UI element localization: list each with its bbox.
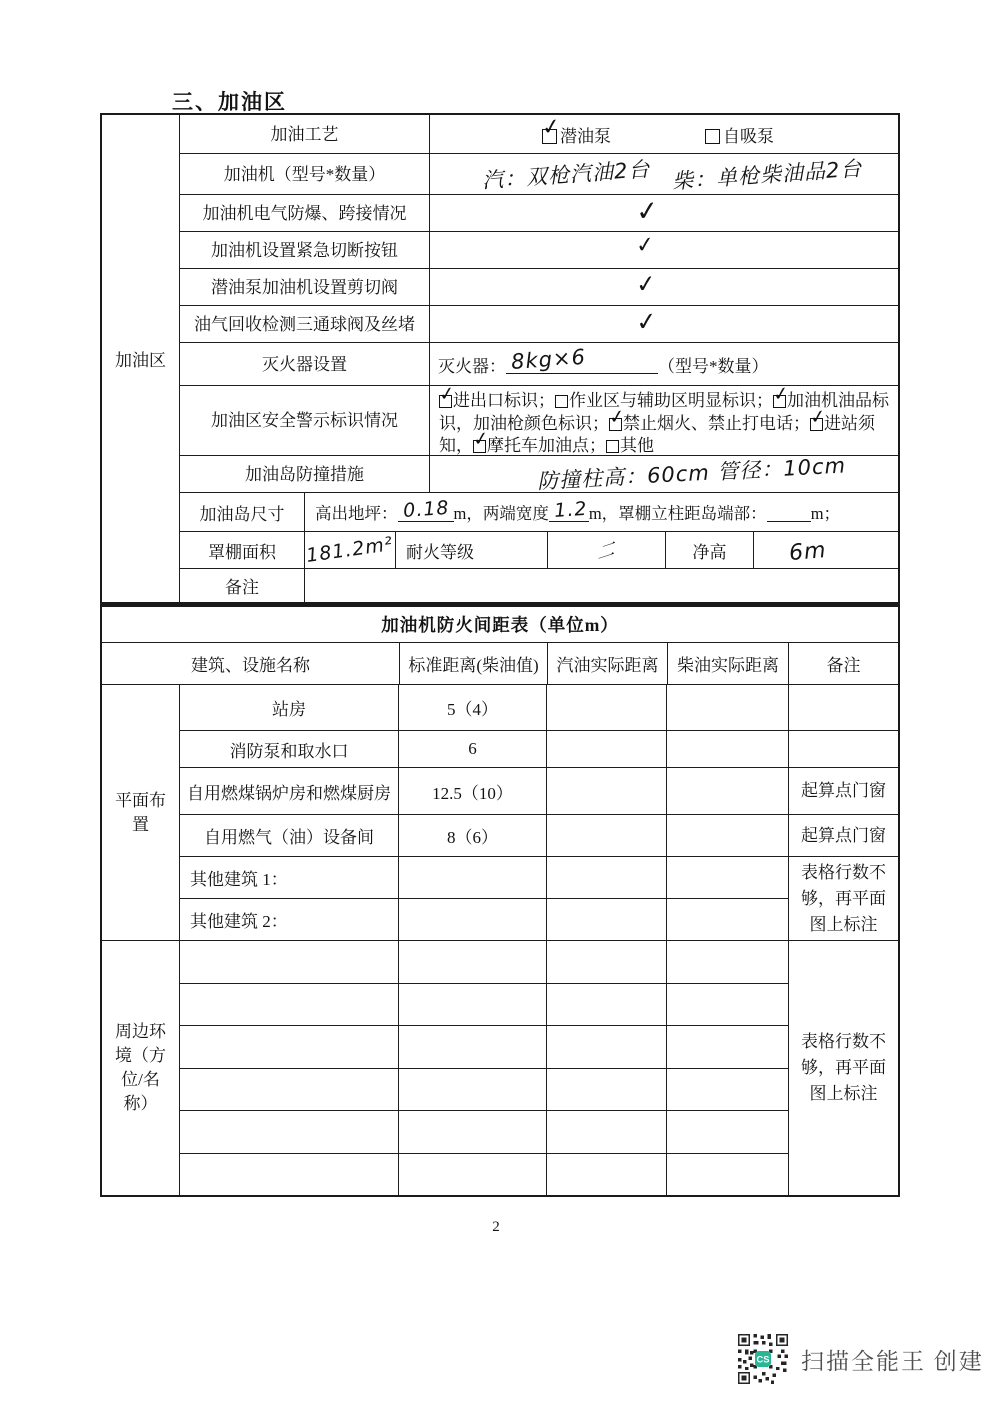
qr-code-icon: [738, 1334, 788, 1384]
fill-in-blank: [506, 344, 658, 374]
empty-cell: [547, 1154, 667, 1196]
scanner-watermark-text: 扫描全能王 创建: [801, 1348, 984, 1374]
gasoline-distance: [547, 768, 667, 814]
empty-cell: [399, 941, 547, 983]
empty-cell: [667, 1069, 788, 1111]
fueling-area-table: [100, 113, 900, 604]
canopy-area-value: [305, 532, 396, 568]
other-buildings-block: [180, 857, 898, 940]
island-seg: m；: [810, 504, 841, 523]
empty-row: [180, 1026, 788, 1069]
option-submersible-pump: [540, 113, 611, 147]
diesel-distance: [667, 899, 788, 940]
plan-layout-group-label: 平面布置: [102, 685, 180, 940]
row-canopy: [180, 532, 898, 569]
row-label: 加油机电气防爆、跨接情况: [180, 195, 430, 231]
fill-in-blank-empty: [767, 503, 811, 522]
header-name: 建筑、设施名称: [102, 643, 400, 684]
extinguisher-prefix: 灭火器：: [438, 356, 506, 376]
row-remark: [180, 569, 898, 602]
empty-cell: [180, 984, 399, 1026]
table-row-other-building-1: [180, 857, 788, 899]
row-anti-collision: [180, 453, 898, 494]
row-note: [788, 731, 898, 767]
fire-spacing-table: [100, 604, 900, 1197]
row-island-size: [180, 493, 898, 532]
empty-cell: [547, 984, 667, 1026]
row-safety-signs: [180, 381, 898, 456]
safety-signs-checklist: [430, 381, 898, 455]
standard-distance: 8（6）: [399, 815, 547, 856]
camscanner-logo-text: CS: [756, 1354, 770, 1365]
handwritten-tick: ✓: [437, 381, 458, 407]
standard-distance: 5（4）: [399, 685, 547, 730]
handwritten-width: 1.2: [553, 497, 588, 522]
empty-cell: [399, 984, 547, 1026]
extinguisher-suffix: （型号*数量）: [658, 356, 769, 376]
fueling-area-row-group-label: 加油区: [102, 115, 180, 602]
gasoline-distance: [547, 857, 667, 898]
handwritten-anti-collision: 防撞柱高：60cm 管径：10cm: [537, 453, 847, 494]
empty-cell: [180, 1069, 399, 1111]
handwritten-tick: ✓: [808, 404, 829, 429]
spacing-table-header: [102, 643, 898, 685]
empty-row: [180, 1069, 788, 1112]
row-dispenser-model: [180, 154, 898, 195]
empty-row: [180, 1111, 788, 1154]
fueling-area-rows: [180, 115, 898, 602]
page-number: 2: [492, 1219, 500, 1235]
checkbox-checked: [771, 381, 792, 408]
empty-cell: [399, 1111, 547, 1153]
row-electrical-explosion-proof: [180, 195, 898, 232]
standard-distance: 6: [399, 731, 547, 767]
surroundings-group-label: 周边环境（方位/名称）: [102, 941, 180, 1195]
row-label: 潜油泵加油机设置剪切阀: [180, 269, 430, 305]
facility-name: 自用燃气（油）设备间: [180, 815, 399, 856]
empty-cell: [547, 1069, 667, 1111]
gasoline-distance: [547, 815, 667, 856]
facility-name: 消防泵和取水口: [180, 731, 399, 767]
empty-cell: [547, 1026, 667, 1068]
diesel-distance: [667, 731, 788, 767]
checkbox-checked: [471, 426, 492, 453]
table-row-coal-boiler: [180, 768, 898, 815]
handwritten-canopy-area: 181.2m²: [305, 533, 395, 567]
handwritten-tick: ✓: [607, 404, 628, 429]
checkbox-checked: [437, 381, 458, 408]
empty-cell: [399, 1026, 547, 1068]
safety-item-label: 加油机油品标识，加油枪颜色标识；: [439, 391, 889, 433]
fill-in-blank: [549, 497, 589, 522]
checkbox-unchecked: [555, 395, 568, 408]
gasoline-distance: [547, 731, 667, 767]
handwritten-tick: ✓: [771, 381, 792, 407]
row-label: 加油岛防撞措施: [180, 456, 430, 492]
checkbox-unchecked: [705, 129, 720, 144]
handwritten-height: 0.18: [401, 496, 450, 522]
diesel-distance: [667, 815, 788, 856]
empty-cell: [180, 1154, 399, 1196]
island-seg: m，罩棚立柱距岛端部：: [588, 504, 767, 523]
empty-cell: [667, 1111, 788, 1153]
empty-cell: [399, 1154, 547, 1196]
empty-cell: [667, 941, 788, 983]
table-row-fire-pump: [180, 731, 898, 768]
table-row-gas-oil-equipment: [180, 815, 898, 857]
fire-rating-value: [548, 532, 666, 568]
facility-name: 自用燃煤锅炉房和燃煤厨房: [180, 768, 399, 814]
dispenser-handwritten-values: [430, 154, 898, 194]
table-row-other-building-2: [180, 899, 788, 940]
handwritten-extinguisher-spec: 8kg×6: [510, 344, 587, 374]
option-label: 潜油泵: [560, 126, 611, 146]
checkbox-unchecked: [606, 440, 619, 453]
diesel-distance: [667, 768, 788, 814]
checkbox-checked: [808, 404, 829, 431]
safety-item-label: 摩托车加油点；: [487, 436, 606, 455]
row-fueling-process: [180, 115, 898, 154]
fill-in-blank: [398, 496, 454, 522]
row-note: 起算点门窗: [788, 815, 898, 856]
empty-cell: [667, 1154, 788, 1196]
row-note: 起算点门窗: [788, 768, 898, 814]
handwritten-checkmark: ✓: [634, 232, 657, 259]
standard-distance: 12.5（10）: [399, 768, 547, 814]
standard-distance: [399, 899, 547, 940]
empty-cell: [667, 1026, 788, 1068]
merged-note-other-buildings: 表格行数不够，再平面图上标注: [788, 857, 898, 940]
section-title: 三、加油区: [172, 90, 287, 114]
handwritten-tick: ✓: [471, 426, 492, 452]
empty-cell: [180, 1026, 399, 1068]
section-surroundings: [102, 941, 898, 1195]
island-seg: m，两端宽度: [453, 504, 549, 523]
row-fire-extinguisher: [180, 343, 898, 386]
handwritten-clear-height: 6m: [788, 537, 828, 566]
empty-cell: [667, 984, 788, 1026]
facility-name: 其他建筑 2：: [180, 899, 399, 940]
row-label: 油气回收检测三通球阀及丝堵: [180, 306, 430, 342]
empty-cell: [399, 1069, 547, 1111]
row-vapor-recovery-valve: [180, 306, 898, 343]
standard-distance: [399, 857, 547, 898]
header-gasoline-distance: 汽油实际距离: [548, 643, 668, 684]
gasoline-distance: [547, 685, 667, 730]
row-label: 加油岛尺寸: [180, 493, 305, 531]
fire-rating-label: 耐火等级: [396, 532, 548, 568]
clear-height-label: 净高: [666, 532, 754, 568]
safety-item-label: 进出口标识；: [453, 391, 555, 410]
empty-cell: [180, 1111, 399, 1153]
handwritten-checkmark: ✓: [634, 194, 662, 229]
table-row-station-house: [180, 685, 898, 731]
header-note: 备注: [788, 643, 898, 684]
remark-label: 备注: [180, 569, 305, 602]
clear-height-value: [754, 532, 898, 568]
merged-note-surroundings: 表格行数不够，再平面图上标注: [788, 941, 898, 1195]
handwritten-checkmark: ✓: [634, 305, 660, 338]
handwritten-tick: ✓: [540, 113, 564, 141]
checkbox-checked: [540, 113, 564, 144]
row-label: 灭火器设置: [180, 343, 430, 385]
option-label: 自吸泵: [723, 126, 774, 146]
process-options: [430, 115, 898, 153]
empty-row: [180, 941, 788, 984]
row-emergency-cutoff-button: [180, 232, 898, 269]
handwritten-gasoline-dispensers: 汽：双枪汽油2台: [481, 157, 652, 193]
island-seg: 高出地坪：: [315, 504, 398, 523]
section-plan-layout: [102, 685, 898, 941]
safety-item-label: 禁止烟火、禁止打电话；: [623, 413, 810, 433]
empty-cell: [180, 941, 399, 983]
checkbox-checked: [607, 404, 628, 431]
handwritten-diesel-dispensers: 柴：单枪柴油品2台: [671, 156, 863, 194]
header-diesel-distance: 柴油实际距离: [677, 656, 779, 675]
row-label: 加油机（型号*数量）: [180, 154, 430, 194]
facility-name: 其他建筑 1：: [180, 857, 399, 898]
diesel-distance: [667, 685, 788, 730]
row-shear-valve: [180, 269, 898, 306]
row-label: 加油机设置紧急切断按钮: [180, 232, 430, 268]
header-standard-distance: 标准距离(柴油值): [400, 643, 548, 684]
row-label: 加油区安全警示标识情况: [180, 386, 430, 455]
safety-item-label: 作业区与辅助区明显标识；: [569, 391, 773, 410]
empty-row: [180, 1154, 788, 1196]
canopy-area-label: 罩棚面积: [180, 532, 305, 568]
scanner-watermark: [738, 1334, 984, 1384]
option-self-priming-pump: [705, 122, 774, 147]
spacing-table-title: 加油机防火间距表（单位m）: [102, 607, 898, 643]
handwritten-checkmark: ✓: [634, 268, 659, 300]
row-label: 加油工艺: [180, 115, 430, 153]
gasoline-distance: [547, 899, 667, 940]
empty-cell: [547, 941, 667, 983]
safety-item-label: 进站须知，: [439, 413, 875, 455]
row-note: [788, 685, 898, 730]
handwritten-fire-rating: 二: [597, 537, 616, 566]
remark-value-empty: [305, 569, 898, 602]
facility-name: 站房: [180, 685, 399, 730]
empty-row: [180, 984, 788, 1027]
diesel-distance: [667, 857, 788, 898]
safety-item-label: 其他: [620, 436, 654, 455]
empty-cell: [547, 1111, 667, 1153]
